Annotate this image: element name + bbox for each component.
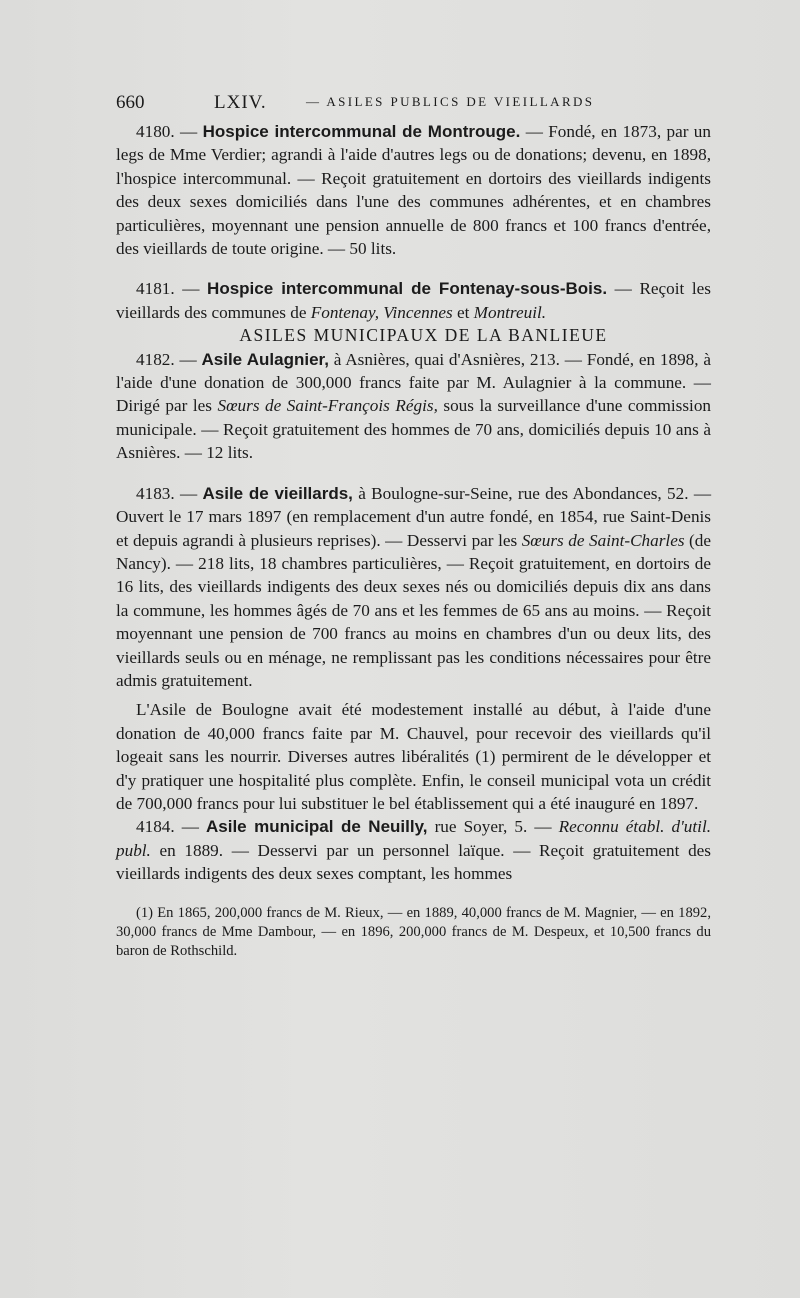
entry-number: 4182. — bbox=[136, 349, 202, 369]
entry-text: à Boulogne-sur-Seine, rue des Abondances, 52. — Ouvert le 17 mars 1897 (en remplacement d'un autre fondé, en 1854, rue Saint-Denis et depuis agrandi à plusieurs reprises). — Desservi par les bbox=[116, 483, 712, 550]
entry-4184 bbox=[116, 815, 711, 885]
entry-name: Asile Aulagnier, bbox=[201, 349, 329, 369]
entry-text: rue Soyer, 5. — bbox=[427, 817, 559, 837]
entry-text: sous la surveillance d'une commission municipale. — Reçoit gratuitement des hommes de 70 ans, domiciliés depuis 10 ans à Asnières. — 12 lits. bbox=[116, 396, 712, 463]
section-title: ASILES MUNICIPAUX DE LA BANLIEUE bbox=[239, 325, 608, 346]
entry-4182 bbox=[116, 348, 711, 465]
entry-italic: Sœurs de Saint-Charles bbox=[521, 530, 685, 550]
page-number: 660 bbox=[116, 92, 145, 113]
entry-text: — Fondé, en 1873, par un legs de Mme Verdier; agrandi à l'aide d'autres legs ou de donations; devenu, en 1898, l'hospice intercommunal. — Reçoit gratuitement en dortoirs des vieillards indigents des deux sexes domiciliés dans l'une des communes adhérentes, et en chambres particulières, moyennant une pension annuelle de 800 francs et 100 francs d'entrée, des vieillards de toute origine. — 50 lits. bbox=[116, 122, 711, 259]
entry-name: Asile municipal de Neuilly, bbox=[206, 817, 428, 837]
entry-name: Hospice intercommunal de Fontenay-sous-Bois. bbox=[207, 279, 608, 299]
entry-number: 4180. — bbox=[136, 122, 203, 141]
entry-text: en 1889. — Desservi par un personnel laïque. — Reçoit gratuitement des vieillards indigents des deux sexes comptant, les hommes bbox=[116, 840, 711, 884]
chapter-title: — ASILES PUBLICS DE VIEILLARDS bbox=[306, 94, 595, 109]
entry-text: à Asnières, quai d'Asnières, 213. — Fondé, en 1898, à l'aide d'une donation de 300,000 francs faite par M. Aulagnier à la commune. — Dirigé par les bbox=[116, 349, 711, 416]
entry-text: — Reçoit les vieillards des communes de bbox=[116, 279, 711, 322]
entry-italic: Fontenay, Vincennes bbox=[310, 302, 453, 322]
running-header bbox=[116, 92, 711, 116]
footnote: (1) En 1865, 200,000 francs de M. Rieux, — en 1889, 40,000 francs de M. Magnier, — en 1892, 30,000 francs de Mme Dambour, — en 1896, 200,000 francs de M. Despeux, et 10,500 francs du baron de Rothschild. bbox=[116, 904, 711, 959]
entry-number: 4184. — bbox=[136, 817, 206, 837]
chapter-number: LXIV. bbox=[214, 92, 267, 113]
entry-italic: Reconnu établ. d'util. publ. bbox=[116, 817, 712, 860]
entry-text: (de Nancy). — 218 lits, 18 chambres particulières, — Reçoit gratuitement, en dortoirs de 16 lits, des vieillards indigents des deux sexes nés ou domiciliés depuis dix ans dans la commune, les hommes âgés de 70 ans et les femmes de 65 ans au moins. — Reçoit moyennant une pension de 700 francs au moins en chambres d'un ou deux lits, des vieillards seuls ou en ménage, ne remplissant pas les conditions nécessaires pour être admis gratuitement. bbox=[116, 530, 711, 690]
entry-italic: Sœurs de Saint-François Régis, bbox=[217, 396, 438, 416]
entry-text: et bbox=[452, 302, 474, 322]
entry-number: 4181. — bbox=[136, 279, 208, 299]
entry-4181 bbox=[116, 277, 711, 324]
entry-4183-paragraph-2: L'Asile de Boulogne avait été modestement installé au début, à l'aide d'une donation de 40,000 francs faite par M. Chauvel, pour recevoir des vieillards qu'il logeait sans les nourrir. Diverses autres libéralités (1) permirent de le développer et d'y pratiquer une hospitalité plus complète. Enfin, le conseil municipal vota un crédit de 700,000 francs pour lui substituer le bel établissement qui a été inauguré en 1897. bbox=[116, 700, 711, 813]
entry-4183 bbox=[116, 482, 711, 693]
entry-4180 bbox=[116, 120, 711, 260]
page-body bbox=[116, 120, 711, 961]
entry-name: Hospice intercommunal de Montrouge. bbox=[202, 122, 521, 141]
entry-name: Asile de vieillards, bbox=[202, 483, 353, 503]
entry-italic: Montreuil. bbox=[473, 302, 547, 322]
entry-number: 4183. — bbox=[136, 483, 203, 503]
